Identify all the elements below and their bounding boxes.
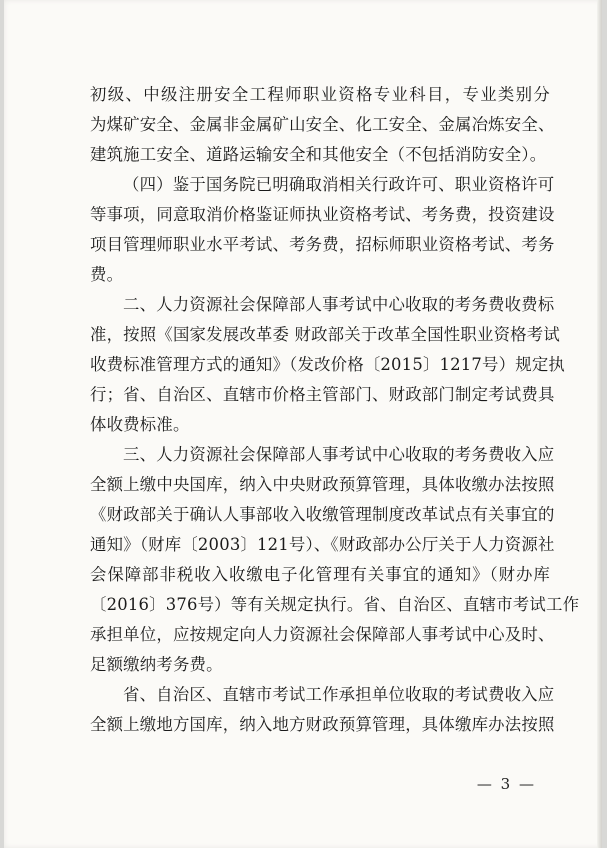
page-number: — 3 — xyxy=(476,775,536,793)
scan-edge-shadow xyxy=(597,0,602,848)
text-line: 项目管理师职业水平考试、考务费，招标师职业资格考试、考务 xyxy=(90,235,555,254)
paragraph-1 xyxy=(90,80,555,170)
text-line: 全额上缴地方国库，纳入地方财政预算管理，具体缴库办法按照 xyxy=(90,715,555,734)
paragraph-4 xyxy=(90,440,580,680)
text-line: 通知》（财库〔2003〕121号）、《财政部办公厅关于人力资源社 xyxy=(90,535,555,554)
text-line: 全额上缴中央国库，纳入中央财政预算管理，具体收缴办法按照 xyxy=(90,475,555,494)
text-line: 〔2016〕376号）等有关规定执行。省、自治区、直辖市考试工作 xyxy=(90,595,580,614)
text-line: 行；省、自治区、直辖市价格主管部门、财政部门制定考试费具 xyxy=(90,385,555,404)
text-line: 《财政部关于确认人事部收入收缴管理制度改革试点有关事宜的 xyxy=(90,505,555,524)
text-line: 省、自治区、直辖市考试工作承担单位收取的考试费收入应 xyxy=(123,685,555,704)
text-line: 二、人力资源社会保障部人事考试中心收取的考务费收费标 xyxy=(123,295,555,314)
text-line: 体收费标准。 xyxy=(90,415,190,434)
text-line: 费。 xyxy=(90,265,124,284)
text-line: 等事项，同意取消价格鉴证师执业资格考试、考务费，投资建设 xyxy=(90,205,555,224)
text-line: 初级、中级注册安全工程师职业资格专业科目，专业类别分 xyxy=(90,85,550,104)
paragraph-3 xyxy=(90,290,565,440)
text-line: 收费标准管理方式的通知》（发改价格〔2015〕1217号）规定执 xyxy=(90,355,565,374)
text-line: 准，按照《国家发展改革委 财政部关于改革全国性职业资格考试 xyxy=(90,325,560,344)
text-line: 承担单位，应按规定向人力资源社会保障部人事考试中心及时、 xyxy=(90,625,555,644)
text-line: 三、人力资源社会保障部人事考试中心收取的考务费收入应 xyxy=(123,445,555,464)
text-line: 建筑施工安全、道路运输安全和其他安全（不包括消防安全）。 xyxy=(90,145,547,164)
paragraph-5 xyxy=(90,680,555,740)
document-page xyxy=(4,0,602,848)
text-line: 会保障部非税收入收缴电子化管理有关事宜的通知》（财办库 xyxy=(90,565,550,584)
paragraph-2 xyxy=(90,170,555,290)
text-line: 为煤矿安全、金属非金属矿山安全、化工安全、金属冶炼安全、 xyxy=(90,115,555,134)
document-body xyxy=(90,80,580,740)
text-line: （四）鉴于国务院已明确取消相关行政许可、职业资格许可 xyxy=(123,175,555,194)
text-line: 足额缴纳考务费。 xyxy=(90,655,223,674)
